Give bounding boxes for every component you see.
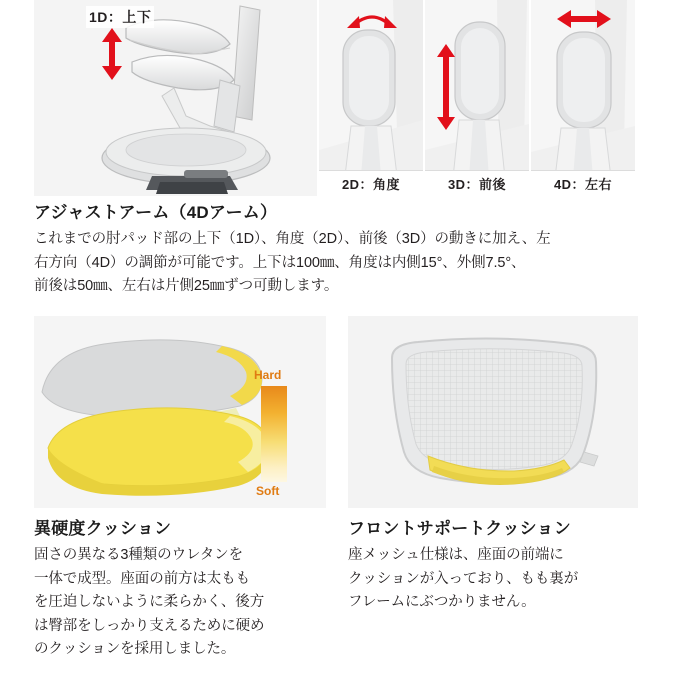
- curved-double-arrow-icon: [343, 6, 401, 30]
- body-line: のクッションを採用しました。: [34, 641, 236, 658]
- vertical-double-arrow-icon: [435, 44, 457, 130]
- photo-cushion: [34, 316, 326, 508]
- chair-illustration: [34, 0, 317, 196]
- section-adjust-arm: [34, 202, 634, 299]
- section-front-support: [348, 518, 630, 615]
- section-body-adjust-arm: [34, 228, 634, 298]
- body-line: を圧迫しないように柔らかく、後方: [34, 594, 265, 611]
- panel-cushion: [34, 316, 326, 662]
- body-line: は臀部をしっかり支えるために硬め: [34, 617, 265, 634]
- body-line: これまでの肘パッド部の上下（1D）、角度（2D）、前後（3D）の動きに加え、左: [34, 231, 551, 248]
- section-title-front-support: フロントサポートクッション: [348, 519, 571, 538]
- section-body-cushion: [34, 544, 312, 661]
- body-line: 右方向（4D）の調節が可能です。上下は100㎜、角度は内側15°、外側7.5°、: [34, 254, 526, 271]
- body-line: 一体で成型。座面の前方は太もも: [34, 570, 250, 587]
- hardness-scale-hard-label: Hard: [254, 368, 282, 382]
- body-line: 座メッシュ仕様は、座面の前端に: [348, 547, 564, 564]
- caption-4d: 4D：左右: [531, 170, 635, 196]
- body-line: フレームにぶつかりません。: [348, 594, 536, 611]
- section-title-adjust-arm: アジャストアーム（4Dアーム）: [34, 203, 278, 222]
- photo-arm-front-back: [425, 0, 529, 196]
- photo-arm-angle: [319, 0, 423, 196]
- vertical-double-arrow-icon: [100, 28, 124, 80]
- label-1d: 1D：上下: [86, 6, 154, 28]
- body-line: 前後は50㎜、左右は片側25㎜ずつ可動します。: [34, 278, 339, 295]
- hardness-scale: [252, 368, 314, 500]
- photo-front-support: [348, 316, 638, 508]
- caption-2d: 2D：角度: [319, 170, 423, 196]
- photo-arm-left-right: [531, 0, 635, 196]
- body-line: 固さの異なる3種類のウレタンを: [34, 547, 243, 564]
- body-line: クッションが入っており、もも裏が: [348, 570, 579, 587]
- caption-3d: 3D：前後: [425, 170, 529, 196]
- hardness-scale-soft-label: Soft: [256, 484, 280, 498]
- photo-arm-up-down: [34, 0, 317, 196]
- horizontal-double-arrow-icon: [557, 8, 611, 30]
- section-title-cushion: 異硬度クッション: [34, 519, 172, 538]
- hardness-scale-bar: [261, 386, 287, 482]
- mesh-seat-illustration: [348, 316, 638, 508]
- arm-photo-strip: [34, 0, 641, 196]
- section-cushion: [34, 518, 312, 662]
- section-body-front-support: [348, 544, 630, 614]
- panel-front-support: [348, 316, 638, 615]
